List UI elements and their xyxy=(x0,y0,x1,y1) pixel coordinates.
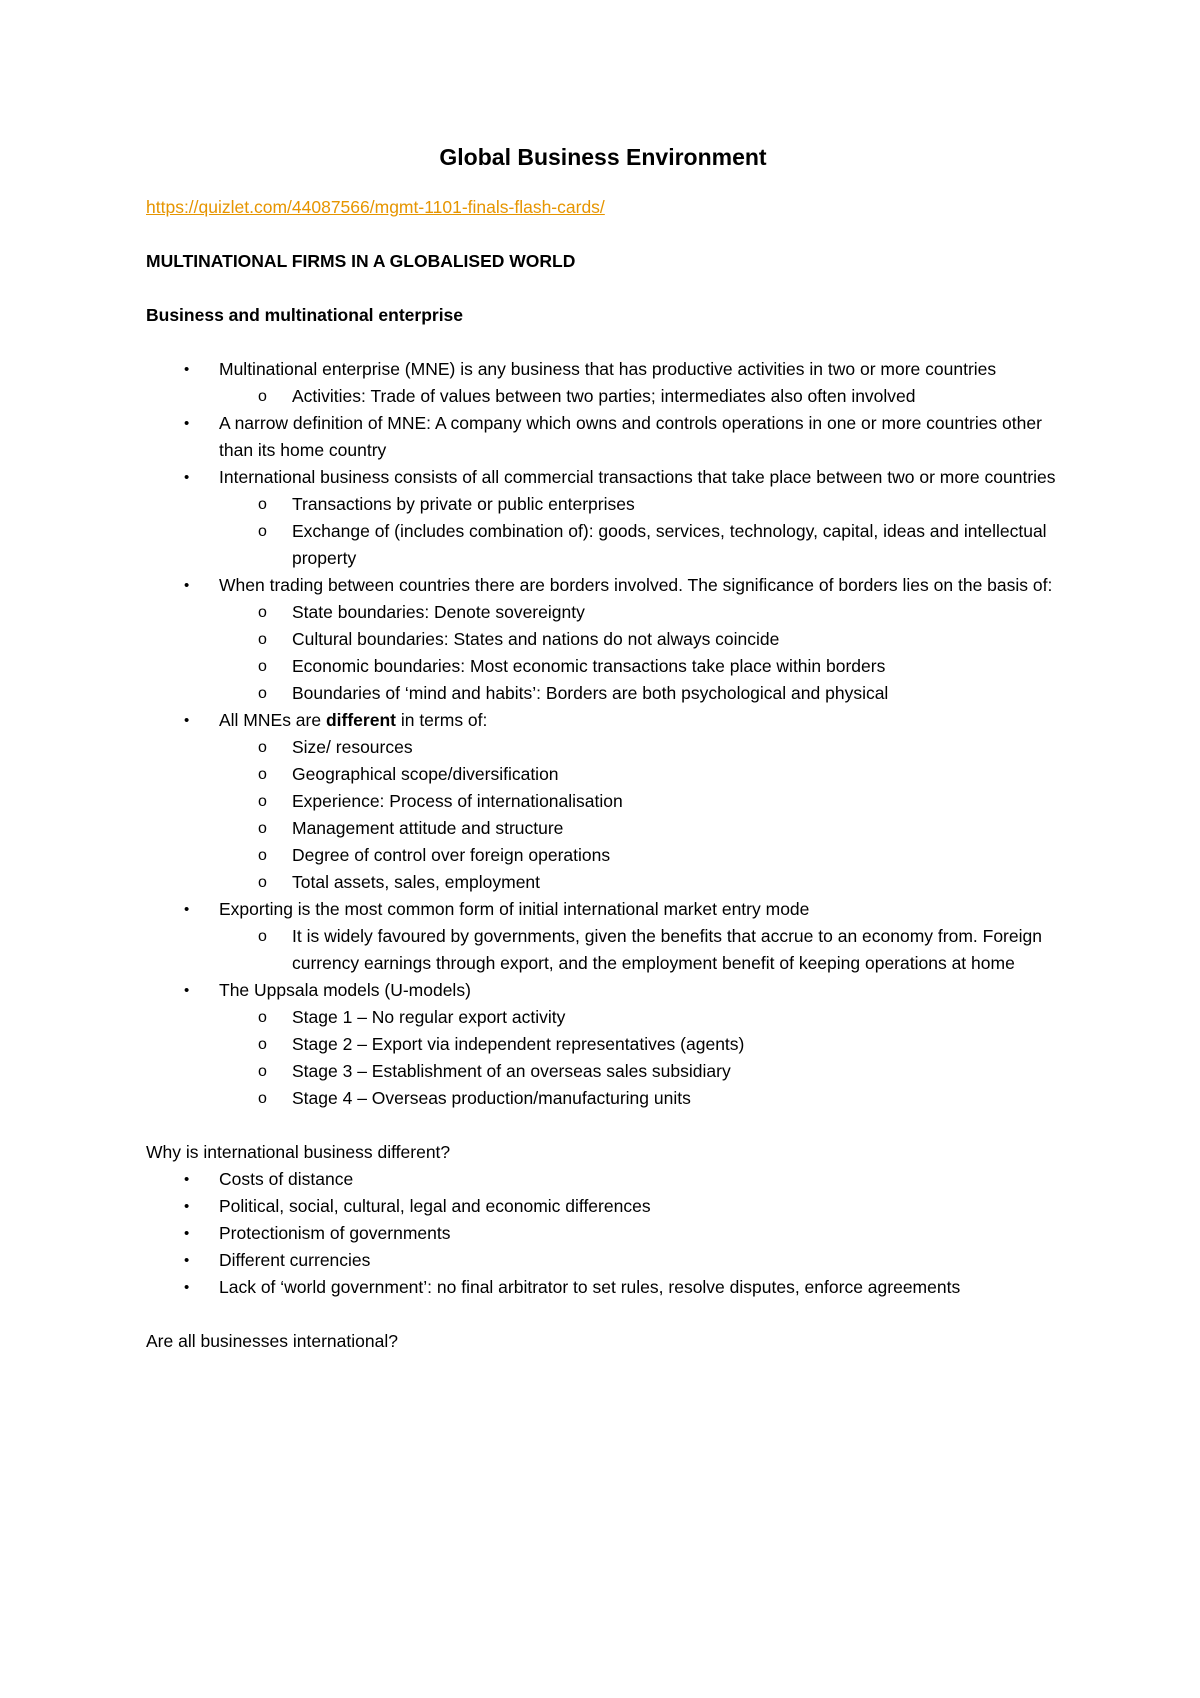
circle-bullet-icon: o xyxy=(258,685,267,702)
why-bullet-list xyxy=(146,1166,1080,1301)
subheading: Business and multinational enterprise xyxy=(146,305,464,325)
sub-list-item-text: Stage 1 – No regular export activity xyxy=(292,1007,566,1027)
closing-question: Are all businesses international? xyxy=(146,1331,398,1351)
sub-list-item-text: Experience: Process of internationalisation xyxy=(292,791,623,811)
sub-list-item xyxy=(219,680,1080,707)
sub-list-item xyxy=(219,842,1080,869)
circle-bullet-icon: o xyxy=(258,847,267,864)
sub-list-item xyxy=(219,1004,1080,1031)
sub-list xyxy=(219,383,1080,410)
list-item xyxy=(146,1274,1080,1301)
sub-list-item xyxy=(219,1031,1080,1058)
list-item xyxy=(146,464,1080,572)
main-bullet-list xyxy=(146,356,1080,1112)
list-item-text-post: in terms of: xyxy=(395,710,488,730)
sub-list-item-text: It is widely favoured by governments, given the benefits that accrue to an economy from. Foreign currency earnings through export, and the employment benefit of keeping operations at home xyxy=(292,926,1042,973)
sub-list-item-text: Boundaries of ‘mind and habits’: Borders are both psychological and physical xyxy=(292,683,889,703)
bullet-icon: • xyxy=(184,1198,190,1215)
list-item xyxy=(146,410,1080,464)
list-item xyxy=(146,1220,1080,1247)
document-title: Global Business Environment xyxy=(439,144,767,170)
quizlet-link[interactable]: https://quizlet.com/44087566/mgmt-1101-finals-flash-cards/ xyxy=(146,197,605,217)
circle-bullet-icon: o xyxy=(258,1063,267,1080)
list-item-text: Political, social, cultural, legal and economic differences xyxy=(219,1196,651,1216)
sub-list-item-text: Size/ resources xyxy=(292,737,413,757)
sub-list-item-text: Activities: Trade of values between two parties; intermediates also often involved xyxy=(292,386,916,406)
bullet-icon: • xyxy=(184,1225,190,1242)
circle-bullet-icon: o xyxy=(258,874,267,891)
sub-list-item-text: Management attitude and structure xyxy=(292,818,564,838)
circle-bullet-icon: o xyxy=(258,1090,267,1107)
sub-list xyxy=(219,599,1080,707)
sub-list-item xyxy=(219,734,1080,761)
bullet-icon: • xyxy=(184,901,190,918)
why-heading: Why is international business different? xyxy=(146,1142,451,1162)
list-item-text: Multinational enterprise (MNE) is any business that has productive activities in two or more countries xyxy=(219,359,997,379)
sub-list-item xyxy=(219,599,1080,626)
circle-bullet-icon: o xyxy=(258,388,267,405)
section-heading: MULTINATIONAL FIRMS IN A GLOBALISED WORLD xyxy=(146,251,576,271)
circle-bullet-icon: o xyxy=(258,793,267,810)
sub-list-item-text: Total assets, sales, employment xyxy=(292,872,541,892)
sub-list xyxy=(219,734,1080,896)
list-item xyxy=(146,1247,1080,1274)
list-item-text: International business consists of all commercial transactions that take place between two or more countries xyxy=(219,467,1056,487)
list-item-text: Lack of ‘world government’: no final arbitrator to set rules, resolve disputes, enforce agreements xyxy=(219,1277,961,1297)
sub-list-item xyxy=(219,626,1080,653)
sub-list xyxy=(219,923,1080,977)
sub-list xyxy=(219,491,1080,572)
list-item-text: Costs of distance xyxy=(219,1169,354,1189)
list-item xyxy=(146,896,1080,977)
sub-list-item-text: Transactions by private or public enterprises xyxy=(292,494,635,514)
bullet-icon: • xyxy=(184,469,190,486)
sub-list-item-text: Exchange of (includes combination of): goods, services, technology, capital, ideas and intellectual property xyxy=(292,521,1047,568)
list-item xyxy=(146,356,1080,410)
sub-list-item-text: State boundaries: Denote sovereignty xyxy=(292,602,585,622)
list-item-text-bold: different xyxy=(325,710,396,730)
sub-list-item xyxy=(219,923,1080,977)
bullet-icon: • xyxy=(184,1252,190,1269)
sub-list xyxy=(219,1004,1080,1112)
circle-bullet-icon: o xyxy=(258,1009,267,1026)
sub-list-item-text: Stage 2 – Export via independent representatives (agents) xyxy=(292,1034,745,1054)
bullet-icon: • xyxy=(184,415,190,432)
circle-bullet-icon: o xyxy=(258,928,267,945)
list-item-text: Exporting is the most common form of initial international market entry mode xyxy=(219,899,810,919)
circle-bullet-icon: o xyxy=(258,766,267,783)
bullet-icon: • xyxy=(184,577,190,594)
sub-list-item xyxy=(219,518,1080,572)
circle-bullet-icon: o xyxy=(258,604,267,621)
list-item-text: The Uppsala models (U-models) xyxy=(219,980,471,1000)
circle-bullet-icon: o xyxy=(258,631,267,648)
circle-bullet-icon: o xyxy=(258,658,267,675)
bullet-icon: • xyxy=(184,1279,190,1296)
list-item xyxy=(146,977,1080,1112)
sub-list-item-text: Geographical scope/diversification xyxy=(292,764,559,784)
bullet-icon: • xyxy=(184,712,190,729)
list-item-text-pre: All MNEs are xyxy=(219,710,326,730)
sub-list-item xyxy=(219,1058,1080,1085)
list-item xyxy=(146,707,1080,896)
list-item-text: A narrow definition of MNE: A company which owns and controls operations in one or more countries other than its home country xyxy=(219,413,1042,460)
sub-list-item xyxy=(219,1085,1080,1112)
list-item xyxy=(146,1193,1080,1220)
sub-list-item-text: Degree of control over foreign operations xyxy=(292,845,611,865)
list-item-text: Different currencies xyxy=(219,1250,371,1270)
sub-list-item xyxy=(219,761,1080,788)
list-item xyxy=(146,1166,1080,1193)
sub-list-item-text: Stage 4 – Overseas production/manufacturing units xyxy=(292,1088,691,1108)
sub-list-item xyxy=(219,869,1080,896)
list-item xyxy=(146,572,1080,707)
sub-list-item-text: Stage 3 – Establishment of an overseas sales subsidiary xyxy=(292,1061,731,1081)
sub-list-item-text: Cultural boundaries: States and nations do not always coincide xyxy=(292,629,780,649)
circle-bullet-icon: o xyxy=(258,739,267,756)
sub-list-item xyxy=(219,491,1080,518)
sub-list-item xyxy=(219,788,1080,815)
sub-list-item xyxy=(219,653,1080,680)
list-item-text: When trading between countries there are borders involved. The significance of borders lies on the basis of: xyxy=(219,575,1053,595)
sub-list-item xyxy=(219,815,1080,842)
sub-list-item-text: Economic boundaries: Most economic transactions take place within borders xyxy=(292,656,886,676)
circle-bullet-icon: o xyxy=(258,1036,267,1053)
circle-bullet-icon: o xyxy=(258,820,267,837)
bullet-icon: • xyxy=(184,982,190,999)
bullet-icon: • xyxy=(184,1171,190,1188)
circle-bullet-icon: o xyxy=(258,523,267,540)
bullet-icon: • xyxy=(184,361,190,378)
sub-list-item xyxy=(219,383,1080,410)
circle-bullet-icon: o xyxy=(258,496,267,513)
list-item-text: Protectionism of governments xyxy=(219,1223,451,1243)
